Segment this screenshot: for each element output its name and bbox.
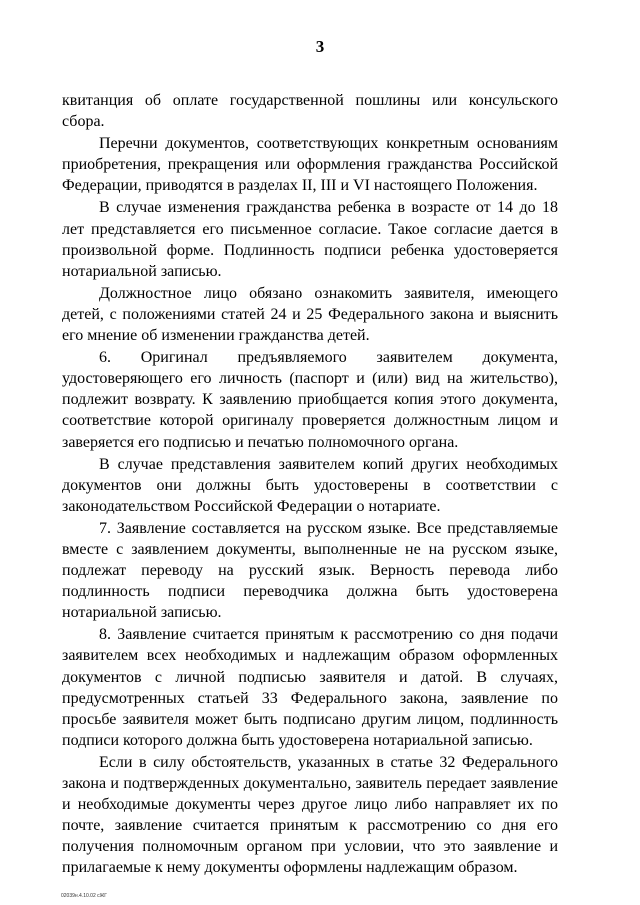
paragraph-document-lists: Перечни документов, соответствующих конкретным основаниям приобретения, прекращения или оформления гражданства Российской Федерации, приводятся в разделах II, III и VI настоящего Положения. bbox=[62, 135, 558, 195]
paragraph-item-8: 8. Заявление считается принятым к рассмотрению со дня подачи заявителем всех необходимых и надлежащим образом оформленных документов с личной подписью заявителя и датой. В случаях, предусмотренных статьей 33 Федерального закона, заявление по просьбе заявителя может быть подписано другим лицом, подлинность подписи которого должна быть удостоверена нотариальной записью. bbox=[62, 626, 558, 749]
paragraph-official-duty: Должностное лицо обязано ознакомить заявителя, имеющего детей, с положениями статей 24 и 25 Федерального закона и выяснить его мнение об изменении гражданства детей. bbox=[62, 284, 558, 345]
paragraph-copies: В случае представления заявителем копий других необходимых документов они должны быть удостоверены в соответствии с законодательством Российской Федерации о нотариате. bbox=[62, 455, 558, 515]
paragraph-receipt: квитанция об оплате государственной пошлины или консульского сбора. bbox=[62, 92, 558, 131]
paragraph-child-consent: В случае изменения гражданства ребенка в возрасте от 14 до 18 лет представляется его письменное согласие. Такое согласие дается в произвольной форме. Подлинность подписи ребенка удостоверяется нотариальной записью. bbox=[62, 199, 558, 280]
document-body bbox=[62, 90, 558, 879]
page-number: 3 bbox=[315, 37, 325, 56]
footer-code: 02039н.4.10.02 сЖГ bbox=[61, 893, 107, 899]
paragraph-item-6: 6. Оригинал предъявляемого заявителем документа, удостоверяющего его личность (паспорт и (или) вид на жительство), подлежит возврату. К заявлению приобщается копия этого документа, соответствие которой оригиналу проверяется должностным лицом и заверяется его подписью и печатью полномочного органа. bbox=[62, 349, 558, 451]
paragraph-circumstances: Если в силу обстоятельств, указанных в статье 32 Федерального закона и подтвержденных документально, заявитель передает заявление и необходимые документы через другое лицо либо направляет их по почте, заявление считается принятым к рассмотрению со дня его получения полномочным органом при условии, что это заявление и прилагаемые к нему документы оформлены надлежащим образом. bbox=[62, 753, 558, 877]
paragraph-item-7: 7. Заявление составляется на русском языке. Все представляемые вместе с заявлением документы, выполненные не на русском языке, подлежат переводу на русский язык. Верность перевода либо подлинность подписи переводчика должна быть удостоверена нотариальной записью. bbox=[62, 519, 558, 622]
